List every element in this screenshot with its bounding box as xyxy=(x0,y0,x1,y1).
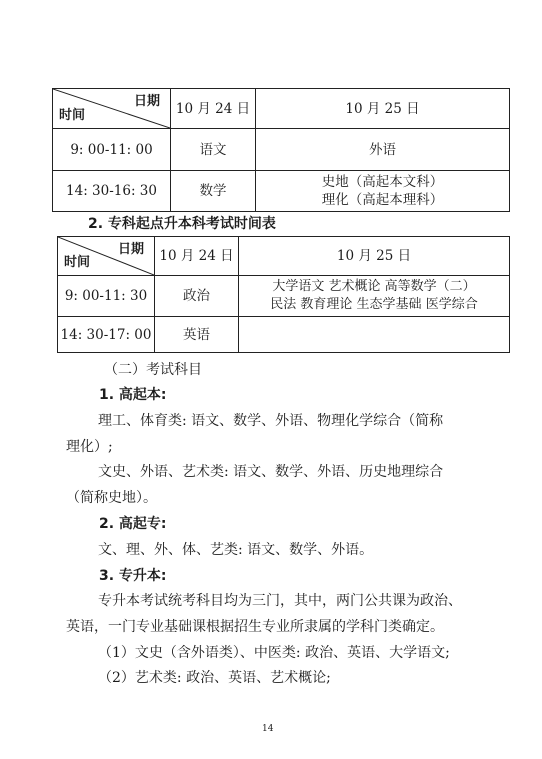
column-header: 10 月 25 日 xyxy=(256,89,510,129)
subject-line: 民法 教育理论 生态学基础 医学综合 xyxy=(270,297,478,312)
header-date-label: 日期 xyxy=(133,94,160,109)
heading-gaoqiben: 1. 高起本: xyxy=(99,387,167,403)
table-row xyxy=(58,317,510,353)
table-row xyxy=(53,171,510,212)
diagonal-header-cell xyxy=(53,89,171,129)
subject-cell xyxy=(239,317,510,353)
time-cell: 9: 00-11: 00 xyxy=(53,129,171,171)
column-header: 10 月 24 日 xyxy=(155,237,239,276)
subject-line: 外语 xyxy=(369,141,396,158)
column-header: 10 月 25 日 xyxy=(239,237,510,276)
table-header-row xyxy=(53,89,510,129)
paragraph-line: （2）艺术类: 政治、英语、艺术概论; xyxy=(98,670,331,686)
page-number: 14 xyxy=(262,724,274,734)
subject-cell: 政治 xyxy=(155,276,239,317)
section-title: 2. 专科起点升本科考试时间表 xyxy=(88,216,276,232)
diagonal-header-cell xyxy=(58,237,155,276)
subject-line: 大学语文 艺术概论 高等数学（二） xyxy=(272,279,476,294)
paragraph-line: （简称史地）。 xyxy=(66,490,157,506)
schedule-table-upgrade xyxy=(57,236,510,353)
header-date-label: 日期 xyxy=(117,242,144,257)
table-row xyxy=(53,129,510,171)
subject-cell xyxy=(256,129,510,171)
subject-cell: 语文 xyxy=(171,129,256,171)
header-time-label: 时间 xyxy=(59,108,86,123)
subject-line: 理化（高起本理科） xyxy=(321,192,444,208)
time-cell: 14: 30-16: 30 xyxy=(53,171,171,212)
subjects-heading: （二）考试科目 xyxy=(104,362,202,378)
paragraph-line: 专升本考试统考科目均为三门，其中，两门公共课为政治、 xyxy=(98,593,462,609)
subject-line: 史地（高起本文科） xyxy=(321,174,444,190)
heading-zhuanshengben: 3. 专升本: xyxy=(99,568,167,584)
paragraph-line: 英语，一门专业基础课根据招生专业所隶属的学科门类确定。 xyxy=(66,619,444,635)
paragraph-line: （1）文史（含外语类）、中医类: 政治、英语、大学语文; xyxy=(98,645,450,661)
table-row xyxy=(58,276,510,317)
paragraph-line: 文史、外语、艺术类: 语文、数学、外语、历史地理综合 xyxy=(98,464,444,480)
schedule-table-high-school xyxy=(52,88,510,212)
heading-gaoqizhuan: 2. 高起专: xyxy=(99,516,167,532)
time-cell: 9: 00-11: 30 xyxy=(58,276,155,317)
time-cell: 14: 30-17: 00 xyxy=(58,317,155,353)
column-header: 10 月 24 日 xyxy=(171,89,256,129)
subject-cell xyxy=(256,171,510,212)
table-header-row xyxy=(58,237,510,276)
paragraph-line: 理工、体育类: 语文、数学、外语、物理化学综合（简称 xyxy=(98,413,444,429)
paragraph-line: 理化）; xyxy=(66,439,113,455)
subject-cell: 数学 xyxy=(171,171,256,212)
subject-cell xyxy=(239,276,510,317)
header-time-label: 时间 xyxy=(64,255,91,270)
paragraph-line: 文、理、外、体、艺类: 语文、数学、外语。 xyxy=(98,542,374,558)
subject-cell: 英语 xyxy=(155,317,239,353)
